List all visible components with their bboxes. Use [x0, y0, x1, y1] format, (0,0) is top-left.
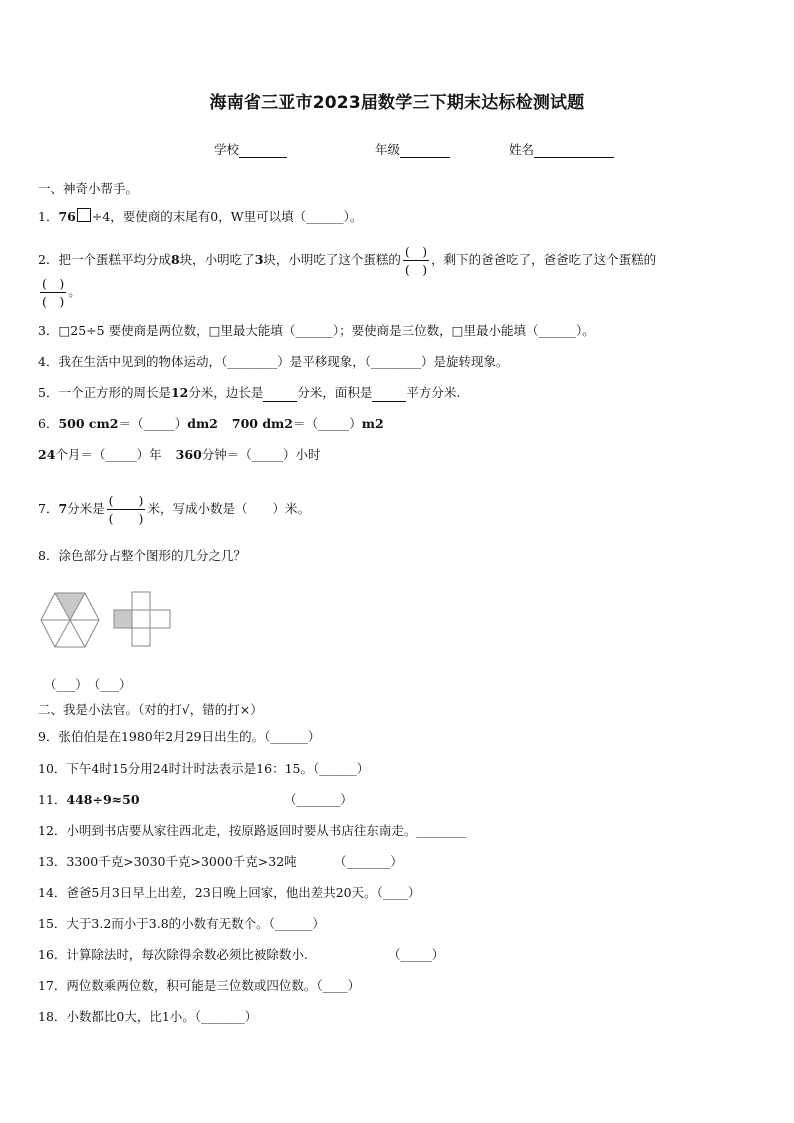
question-7	[38, 493, 310, 526]
name-label: 姓名	[509, 142, 535, 157]
question-13	[38, 853, 297, 871]
q9-number: 9．	[38, 729, 59, 744]
cross-square-center	[132, 610, 150, 628]
q5-b1: 12	[170, 385, 189, 400]
q8-number: 8．	[38, 548, 59, 563]
question-2	[38, 244, 656, 277]
q11-text: 448÷9≈50	[66, 792, 140, 807]
q14-text: 爸爸5月3日早上出差，23日晚上回家，他出差共20天。（____）	[66, 885, 421, 900]
cross-figure	[112, 591, 174, 647]
question-6b	[38, 446, 321, 464]
cross-square-bottom	[132, 628, 150, 646]
school-field	[214, 140, 287, 158]
question-4	[38, 353, 508, 371]
question-2-cont	[38, 276, 81, 309]
question-16	[38, 946, 308, 964]
q5-text1: 一个正方形的周长是	[58, 385, 171, 400]
q5-text3: 分米，面积是	[297, 385, 373, 400]
q5-number: 5．	[38, 385, 59, 400]
q6-eq1: ＝（_____）	[118, 416, 188, 431]
q3-number: 3．	[38, 323, 59, 338]
q1-number: 1．	[38, 209, 59, 224]
q13-number: 13．	[38, 854, 67, 869]
question-3	[38, 322, 595, 340]
q17-number: 17．	[38, 978, 67, 993]
q16-text: 计算除法时，每次除得余数必须比被除数小.	[66, 947, 308, 962]
question-6	[38, 415, 384, 433]
page-title: 海南省三亚市2023届数学三下期末达标检测试题	[209, 93, 585, 113]
q13-tail[interactable]: （_______）	[334, 854, 403, 869]
q2-b1: 8	[170, 252, 180, 267]
q2-b2: 3	[254, 252, 264, 267]
q10-number: 10．	[38, 761, 67, 776]
q5-blank-2[interactable]	[372, 388, 406, 402]
q6b-t1: 个月＝（_____）年	[55, 447, 162, 462]
q2-frac1-den: ( )	[404, 262, 428, 277]
school-label: 学校	[214, 142, 240, 157]
hexagon-figure	[40, 592, 100, 648]
question-11	[38, 791, 140, 809]
q2-end: 。	[68, 284, 81, 299]
grade-label: 年级	[375, 142, 401, 157]
q7-text2: 米，写成小数是（ ）米。	[147, 501, 310, 516]
q17-text: 两位数乘两位数，积可能是三位数或四位数。（____）	[66, 978, 361, 993]
q10-text: 下午4时15分用24时计时法表示是16：15。（______）	[66, 761, 370, 776]
cross-square-right	[150, 610, 170, 628]
q7-frac-num: ( )	[108, 493, 144, 508]
question-9	[38, 728, 320, 746]
q6-u1: dm2	[187, 416, 218, 431]
q9-text: 张伯伯是在1980年2月29日出生的。（______）	[58, 729, 321, 744]
question-18	[38, 1008, 257, 1026]
q5-text2: 分米，边长是	[188, 385, 264, 400]
q4-number: 4．	[38, 354, 59, 369]
q5-text4: 平方分米.	[406, 385, 461, 400]
q7-fraction[interactable]	[107, 493, 146, 526]
q2-text2: 块，小明吃了	[179, 252, 255, 267]
q13-text: 3300千克>3030千克>3000千克>32吨	[66, 854, 297, 869]
q1-pre: 76	[58, 209, 76, 224]
school-blank[interactable]	[239, 143, 287, 158]
hexagon-shaded-sector	[55, 593, 85, 620]
q1-post: ÷4，要使商的末尾有0，W里可以填（______）。	[91, 209, 363, 224]
grade-blank[interactable]	[400, 143, 450, 158]
q2-fraction-2[interactable]	[40, 276, 66, 309]
q7-text1: 分米是	[67, 501, 105, 516]
q11-number: 11．	[38, 792, 67, 807]
question-8	[38, 547, 246, 565]
q2-text4: ，剩下的爸爸吃了，爸爸吃了这个蛋糕的	[431, 252, 657, 267]
name-blank[interactable]	[534, 143, 614, 158]
q6-eq2: ＝（_____）	[292, 416, 362, 431]
q7-frac-den: ( )	[108, 511, 144, 526]
q6-a2: 700 dm2	[231, 416, 293, 431]
q6b-a1: 24	[38, 447, 56, 462]
q5-blank-1[interactable]	[263, 388, 297, 402]
q14-number: 14．	[38, 885, 67, 900]
cross-square-top	[132, 592, 150, 610]
q2-fraction-1[interactable]	[403, 244, 429, 277]
section1-heading: 一、神奇小帮手。	[38, 181, 139, 196]
question-10	[38, 760, 369, 778]
q6b-t2: 分钟＝（_____）小时	[201, 447, 321, 462]
q18-text: 小数都比0大，比1小。（_______）	[66, 1009, 258, 1024]
q2-text1: 把一个蛋糕平均分成	[58, 252, 171, 267]
q18-number: 18．	[38, 1009, 67, 1024]
q6-number: 6．	[38, 416, 59, 431]
q8-text: 涂色部分占整个图形的几分之几？	[58, 548, 246, 563]
q12-number: 12．	[38, 823, 67, 838]
question-17	[38, 977, 360, 995]
q2-text3: 块，小明吃了这个蛋糕的	[263, 252, 401, 267]
q8-answers[interactable]: （___） （___）	[44, 677, 132, 692]
q6-u2: m2	[361, 416, 384, 431]
blank-box-icon[interactable]	[77, 208, 91, 222]
q16-number: 16．	[38, 947, 67, 962]
grade-field	[375, 140, 450, 158]
q3-text: □25÷5 要使商是两位数，□里最大能填（______）；要使商是三位数，□里最小能填（______）。	[58, 323, 595, 338]
q2-frac2-den: ( )	[42, 294, 65, 309]
q2-frac1-num: ( )	[404, 244, 428, 259]
cross-shaded-square	[114, 610, 132, 628]
q7-b1: 7	[58, 501, 68, 516]
name-field	[509, 140, 614, 158]
q11-tail[interactable]: （_______）	[284, 792, 353, 807]
question-15	[38, 915, 325, 933]
question-1	[38, 208, 362, 226]
q4-text: 我在生活中见到的物体运动，（________）是平移现象，（________）是旋转现象。	[58, 354, 509, 369]
q6-a1: 500 cm2	[58, 416, 119, 431]
q2-frac2-num: ( )	[42, 276, 65, 291]
q6b-a2: 360	[175, 447, 202, 462]
q15-text: 大于3.2而小于3.8的小数有无数个。（______）	[66, 916, 325, 931]
section2-heading: 二、我是小法官。（对的打√，错的打×）	[38, 702, 263, 717]
q2-number: 2．	[38, 252, 59, 267]
question-12	[38, 822, 466, 840]
question-5	[38, 384, 460, 402]
q12-text: 小明到书店要从家往西北走，按原路返回时要从书店往东南走。________	[66, 823, 467, 838]
q15-number: 15．	[38, 916, 67, 931]
q16-tail[interactable]: （_____）	[388, 947, 445, 962]
q7-number: 7．	[38, 501, 59, 516]
question-14	[38, 884, 420, 902]
